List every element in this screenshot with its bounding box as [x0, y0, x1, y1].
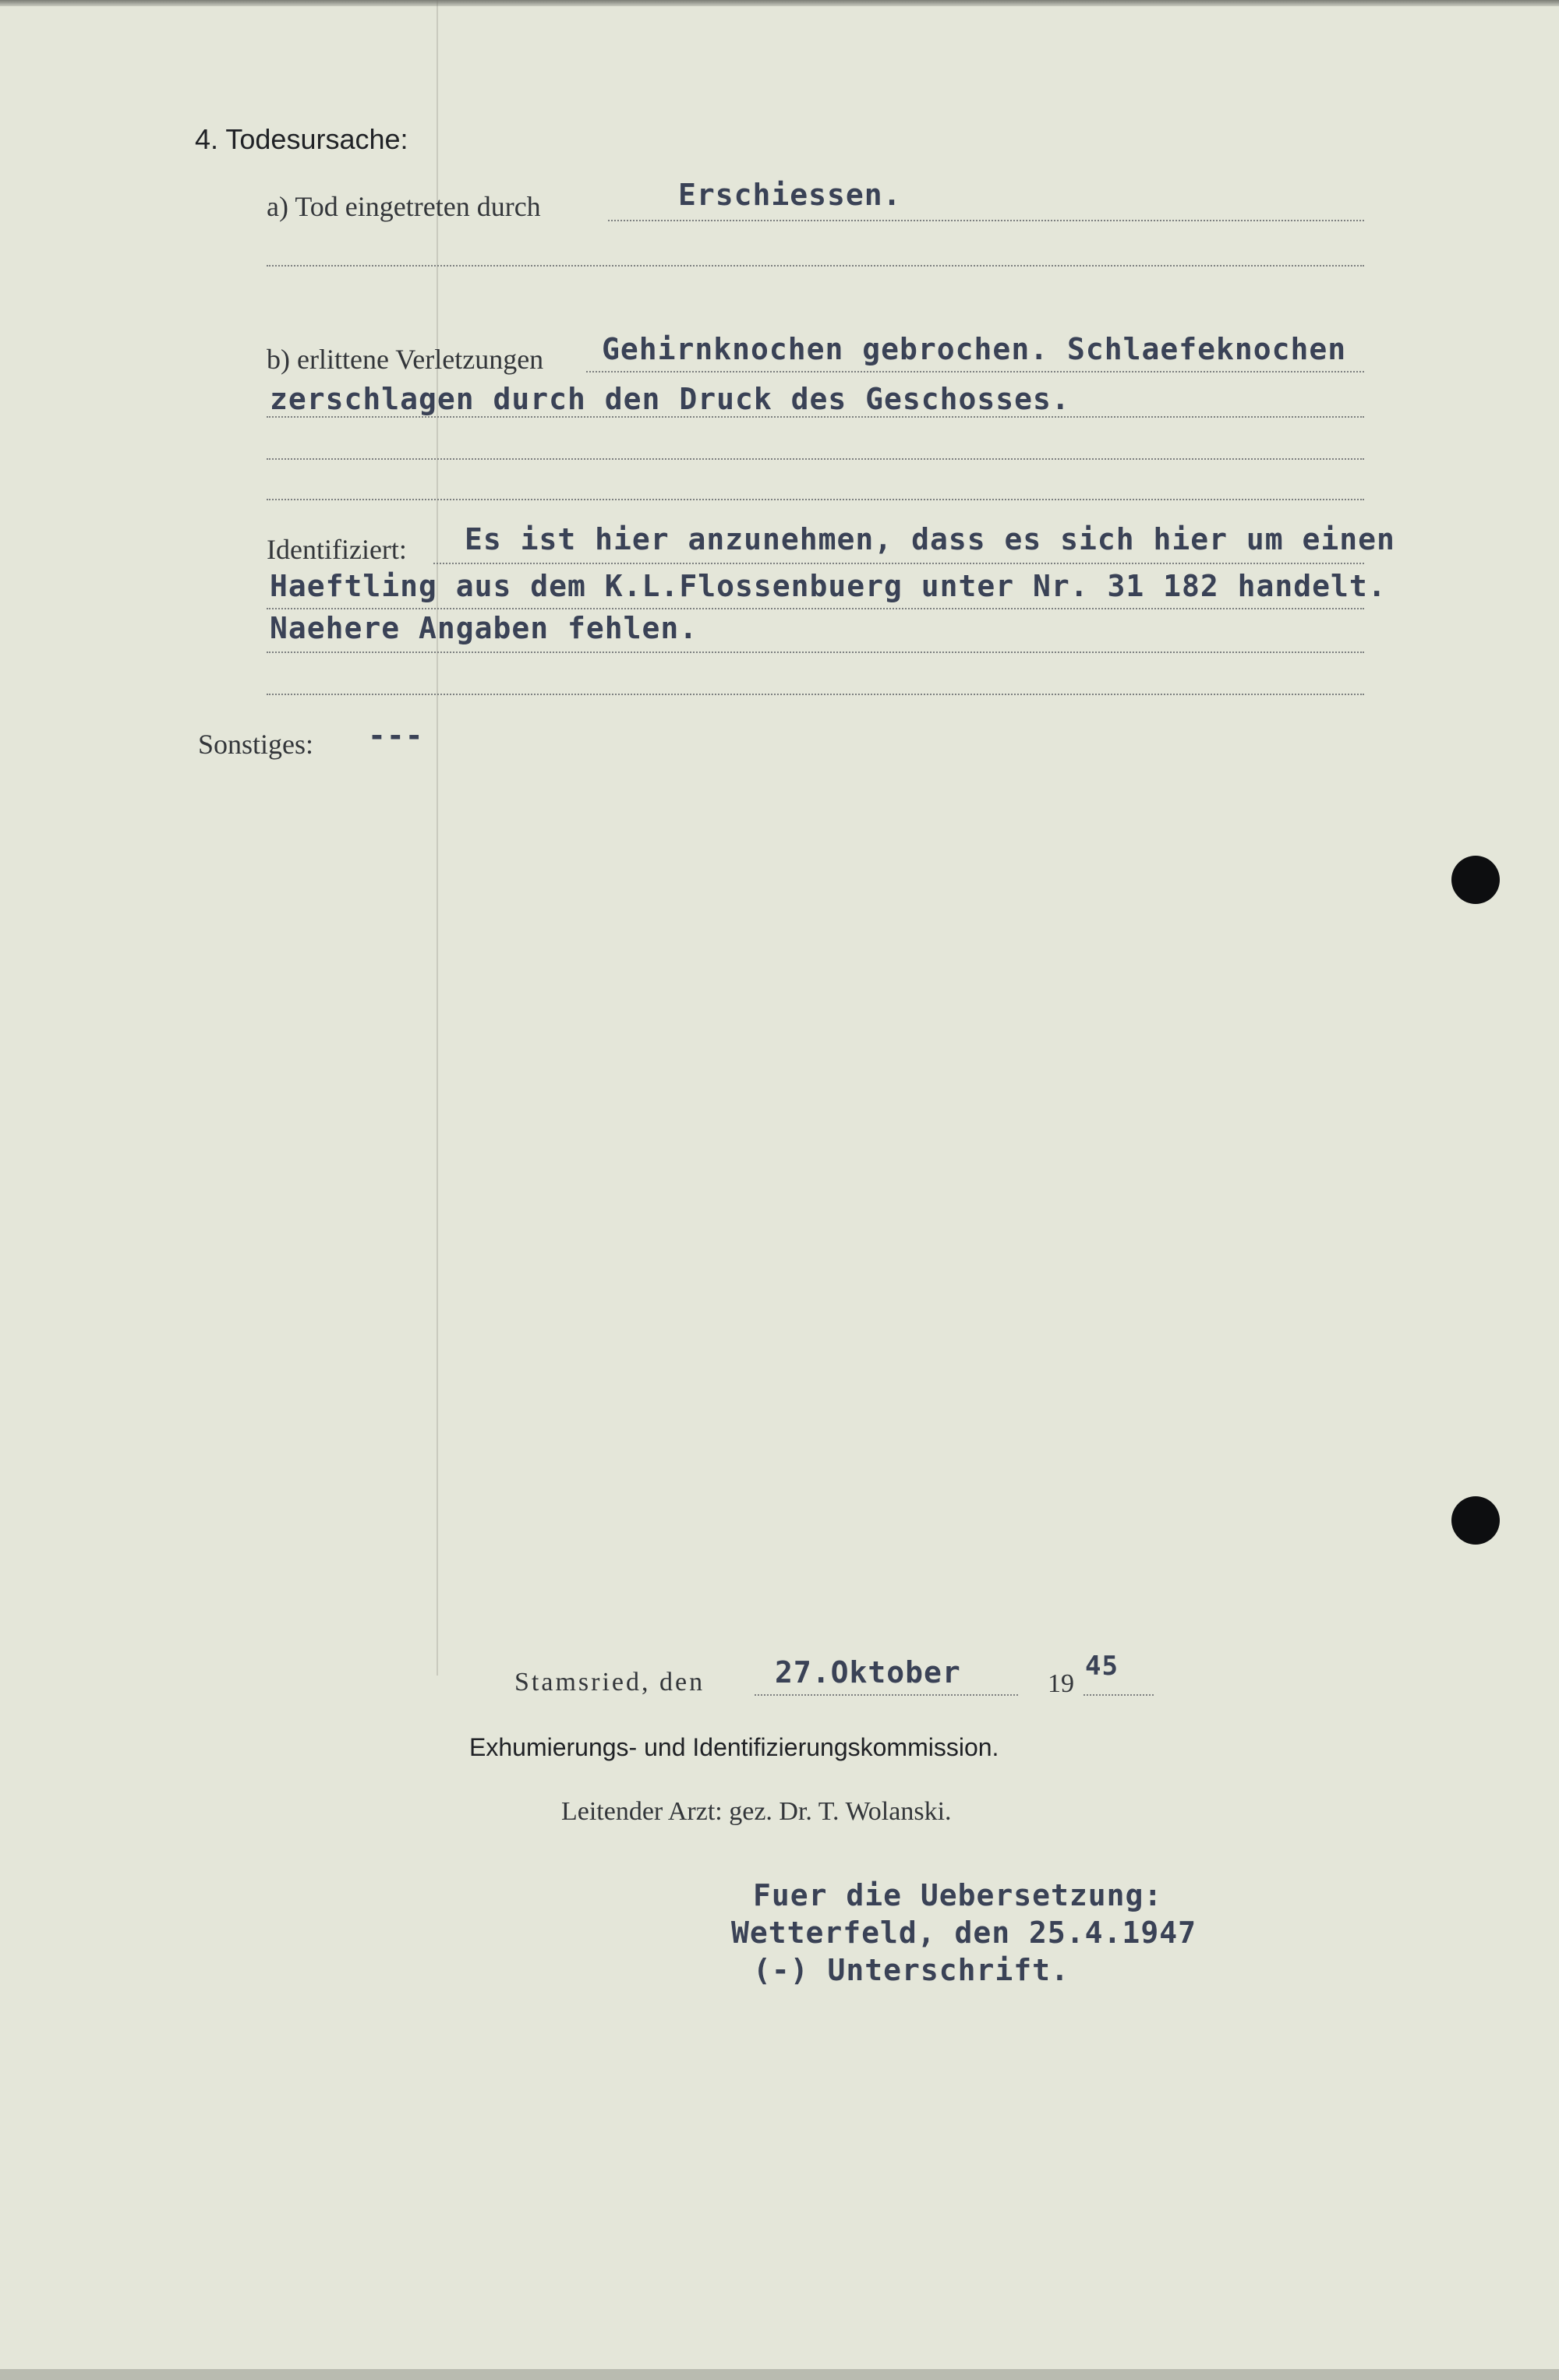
year-line [1084, 1694, 1154, 1696]
page-top-edge [0, 0, 1559, 6]
cause-of-death-line [608, 220, 1364, 221]
blank-line [267, 499, 1364, 500]
blank-line [267, 265, 1364, 267]
identified-line-3 [267, 651, 1364, 653]
translation-line-3: (-) Unterschrift. [753, 1953, 1069, 1987]
identified-value-line-1: Es ist hier anzunehmen, dass es sich hier um einen [465, 522, 1395, 556]
injuries-line-2 [267, 416, 1364, 418]
translation-line-2: Wetterfeld, den 25.4.1947 [731, 1916, 1197, 1950]
punch-hole [1451, 856, 1500, 904]
translation-line-1: Fuer die Uebersetzung: [753, 1878, 1163, 1912]
misc-value: --- [368, 719, 424, 753]
place-label: Stamsried, den [514, 1668, 705, 1697]
commission-name: Exhumierungs- und Identifizierungskommission. [469, 1733, 999, 1761]
identified-label: Identifiziert: [267, 534, 407, 565]
fold-crease [437, 0, 438, 1676]
blank-line [267, 458, 1364, 460]
page-bottom-edge [0, 2369, 1559, 2380]
identified-value-line-2: Haeftling aus dem K.L.Flossenbuerg unter Nr. 31 182 handelt. [270, 569, 1387, 603]
blank-line [267, 694, 1364, 695]
year-suffix: 45 [1085, 1651, 1119, 1682]
injuries-line-1 [586, 371, 1364, 373]
injuries-label: b) erlittene Verletzungen [267, 344, 544, 375]
cause-of-death-value: Erschiessen. [678, 178, 902, 212]
date-line [755, 1694, 1018, 1696]
punch-hole [1451, 1496, 1500, 1545]
injuries-value-line-1: Gehirnknochen gebrochen. Schlaefeknochen [602, 332, 1347, 366]
date-value: 27.Oktober [775, 1655, 961, 1690]
section-heading: 4. Todesursache: [195, 123, 408, 155]
identified-value-line-3: Naehere Angaben fehlen. [270, 611, 698, 645]
identified-line-2 [267, 608, 1364, 609]
misc-label: Sonstiges: [198, 729, 314, 760]
year-prefix: 19 [1048, 1669, 1074, 1698]
injuries-value-line-2: zerschlagen durch den Druck des Geschosses. [270, 382, 1070, 416]
physician-signature-line: Leitender Arzt: gez. Dr. T. Wolanski. [561, 1797, 952, 1826]
identified-line-1 [433, 563, 1364, 564]
cause-of-death-label: a) Tod eingetreten durch [267, 191, 541, 222]
